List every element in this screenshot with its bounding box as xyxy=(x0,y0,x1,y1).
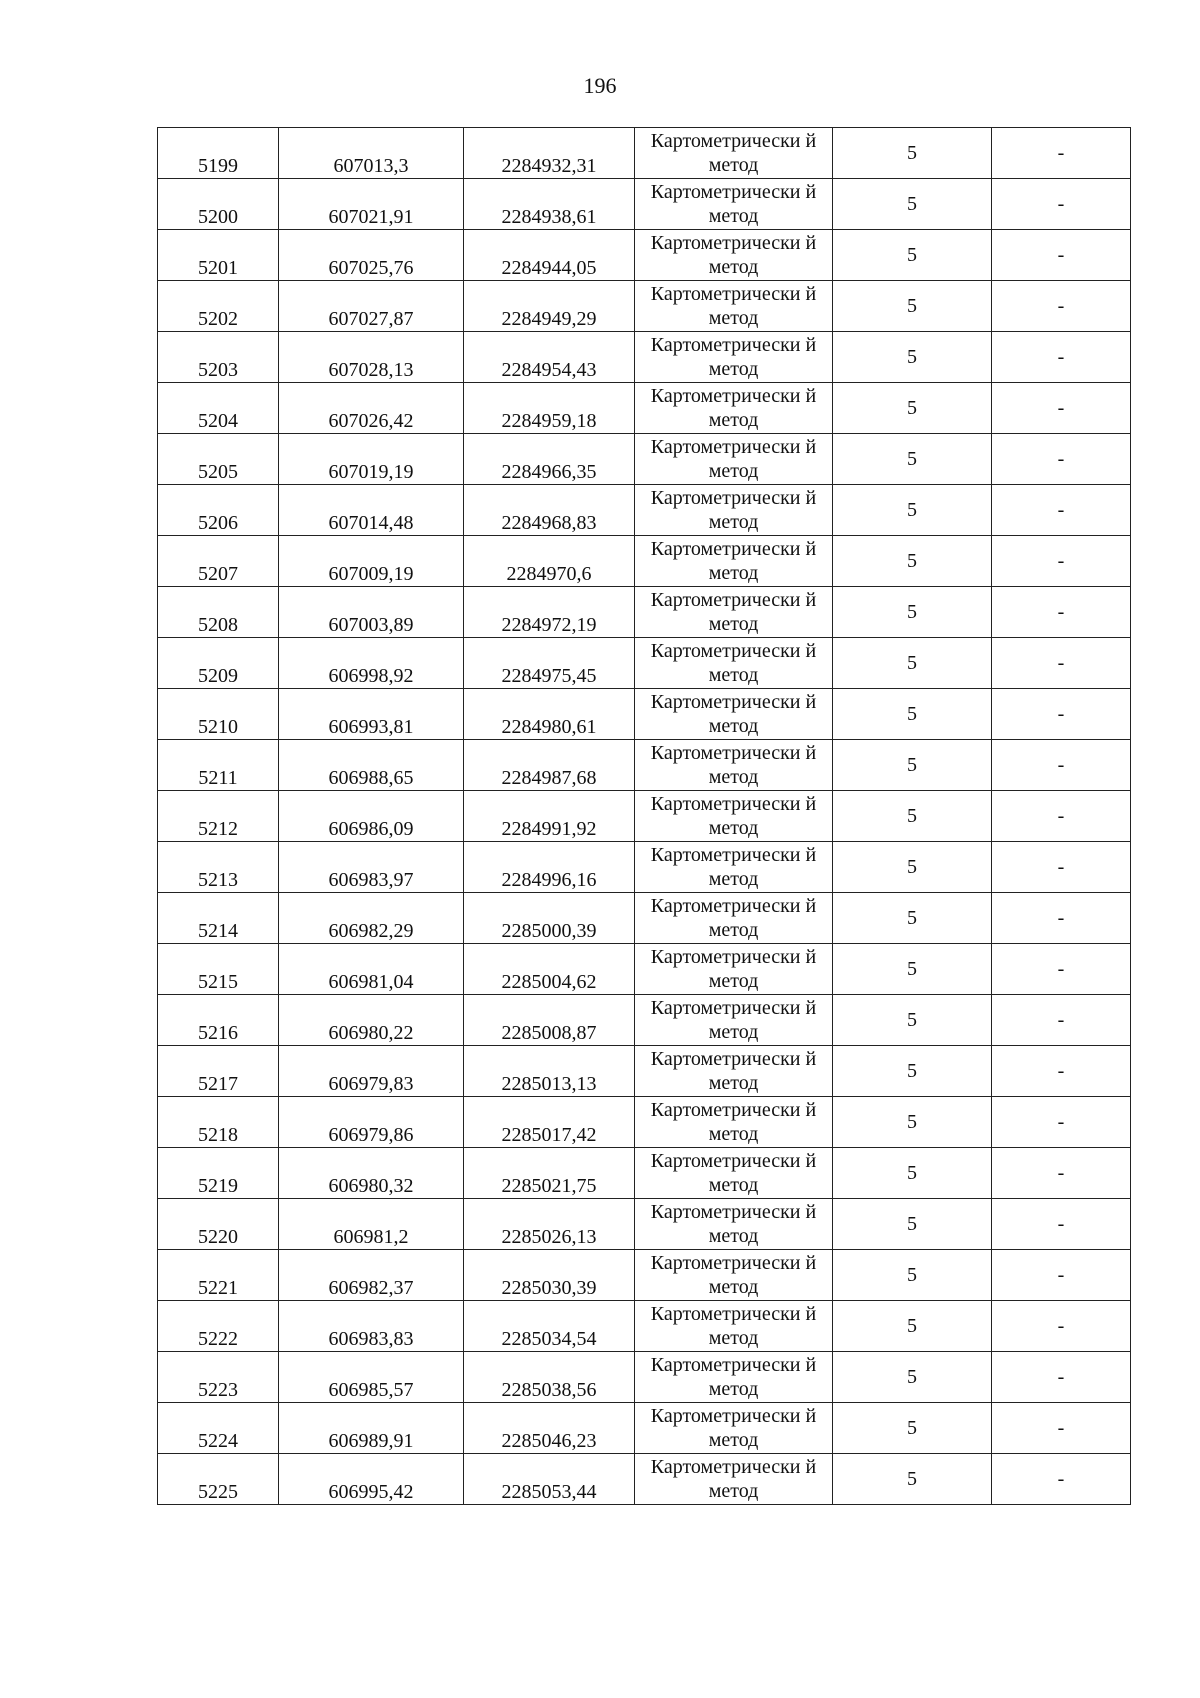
accuracy-cell: 5 xyxy=(833,1403,992,1454)
note-cell: - xyxy=(992,536,1131,587)
point-number-cell: 5202 xyxy=(158,281,279,332)
method-cell: Картометрически й метод xyxy=(635,1097,833,1148)
table-row xyxy=(158,1046,1131,1097)
method-cell: Картометрически й метод xyxy=(635,842,833,893)
y-coordinate-cell: 2284970,6 xyxy=(464,536,635,587)
y-coordinate-cell: 2284968,83 xyxy=(464,485,635,536)
point-number-cell: 5205 xyxy=(158,434,279,485)
y-coordinate-cell: 2285053,44 xyxy=(464,1454,635,1505)
method-cell: Картометрически й метод xyxy=(635,1199,833,1250)
accuracy-cell: 5 xyxy=(833,332,992,383)
coordinates-table-body xyxy=(158,128,1131,1505)
method-cell: Картометрически й метод xyxy=(635,1148,833,1199)
y-coordinate-cell: 2284996,16 xyxy=(464,842,635,893)
note-cell: - xyxy=(992,332,1131,383)
accuracy-cell: 5 xyxy=(833,230,992,281)
table-row xyxy=(158,944,1131,995)
x-coordinate-cell: 606979,86 xyxy=(279,1097,464,1148)
point-number-cell: 5215 xyxy=(158,944,279,995)
accuracy-cell: 5 xyxy=(833,791,992,842)
note-cell: - xyxy=(992,1352,1131,1403)
y-coordinate-cell: 2284980,61 xyxy=(464,689,635,740)
table-row xyxy=(158,332,1131,383)
method-cell: Картометрически й метод xyxy=(635,1454,833,1505)
y-coordinate-cell: 2285017,42 xyxy=(464,1097,635,1148)
table-row xyxy=(158,1097,1131,1148)
point-number-cell: 5203 xyxy=(158,332,279,383)
table-row xyxy=(158,842,1131,893)
page-number: 196 xyxy=(583,73,617,98)
table-row xyxy=(158,1199,1131,1250)
point-number-cell: 5209 xyxy=(158,638,279,689)
note-cell: - xyxy=(992,842,1131,893)
accuracy-cell: 5 xyxy=(833,383,992,434)
accuracy-cell: 5 xyxy=(833,1097,992,1148)
table-row xyxy=(158,1250,1131,1301)
method-cell: Картометрически й метод xyxy=(635,128,833,179)
y-coordinate-cell: 2284975,45 xyxy=(464,638,635,689)
method-cell: Картометрически й метод xyxy=(635,332,833,383)
method-cell: Картометрически й метод xyxy=(635,1403,833,1454)
table-row xyxy=(158,740,1131,791)
accuracy-cell: 5 xyxy=(833,485,992,536)
table-row xyxy=(158,689,1131,740)
accuracy-cell: 5 xyxy=(833,638,992,689)
x-coordinate-cell: 607013,3 xyxy=(279,128,464,179)
y-coordinate-cell: 2285030,39 xyxy=(464,1250,635,1301)
table-row xyxy=(158,281,1131,332)
y-coordinate-cell: 2284987,68 xyxy=(464,740,635,791)
note-cell: - xyxy=(992,587,1131,638)
table-row xyxy=(158,1454,1131,1505)
x-coordinate-cell: 606980,32 xyxy=(279,1148,464,1199)
table-row xyxy=(158,995,1131,1046)
point-number-cell: 5212 xyxy=(158,791,279,842)
point-number-cell: 5210 xyxy=(158,689,279,740)
accuracy-cell: 5 xyxy=(833,536,992,587)
note-cell: - xyxy=(992,1403,1131,1454)
table-row xyxy=(158,587,1131,638)
method-cell: Картометрически й метод xyxy=(635,383,833,434)
accuracy-cell: 5 xyxy=(833,842,992,893)
accuracy-cell: 5 xyxy=(833,1046,992,1097)
y-coordinate-cell: 2284959,18 xyxy=(464,383,635,434)
table-row xyxy=(158,383,1131,434)
point-number-cell: 5214 xyxy=(158,893,279,944)
note-cell: - xyxy=(992,689,1131,740)
note-cell: - xyxy=(992,434,1131,485)
point-number-cell: 5213 xyxy=(158,842,279,893)
note-cell: - xyxy=(992,1454,1131,1505)
point-number-cell: 5206 xyxy=(158,485,279,536)
method-cell: Картометрически й метод xyxy=(635,1250,833,1301)
note-cell: - xyxy=(992,281,1131,332)
point-number-cell: 5219 xyxy=(158,1148,279,1199)
accuracy-cell: 5 xyxy=(833,1454,992,1505)
x-coordinate-cell: 607014,48 xyxy=(279,485,464,536)
x-coordinate-cell: 606982,37 xyxy=(279,1250,464,1301)
y-coordinate-cell: 2285021,75 xyxy=(464,1148,635,1199)
method-cell: Картометрически й метод xyxy=(635,434,833,485)
note-cell: - xyxy=(992,995,1131,1046)
x-coordinate-cell: 607027,87 xyxy=(279,281,464,332)
x-coordinate-cell: 606986,09 xyxy=(279,791,464,842)
y-coordinate-cell: 2285008,87 xyxy=(464,995,635,1046)
x-coordinate-cell: 606998,92 xyxy=(279,638,464,689)
method-cell: Картометрически й метод xyxy=(635,893,833,944)
accuracy-cell: 5 xyxy=(833,1199,992,1250)
method-cell: Картометрически й метод xyxy=(635,791,833,842)
table-row xyxy=(158,485,1131,536)
point-number-cell: 5199 xyxy=(158,128,279,179)
accuracy-cell: 5 xyxy=(833,689,992,740)
x-coordinate-cell: 607003,89 xyxy=(279,587,464,638)
x-coordinate-cell: 606983,83 xyxy=(279,1301,464,1352)
note-cell: - xyxy=(992,1301,1131,1352)
accuracy-cell: 5 xyxy=(833,1250,992,1301)
x-coordinate-cell: 606993,81 xyxy=(279,689,464,740)
accuracy-cell: 5 xyxy=(833,128,992,179)
method-cell: Картометрически й метод xyxy=(635,1046,833,1097)
point-number-cell: 5208 xyxy=(158,587,279,638)
accuracy-cell: 5 xyxy=(833,587,992,638)
y-coordinate-cell: 2285038,56 xyxy=(464,1352,635,1403)
point-number-cell: 5216 xyxy=(158,995,279,1046)
y-coordinate-cell: 2284972,19 xyxy=(464,587,635,638)
point-number-cell: 5204 xyxy=(158,383,279,434)
coordinates-table xyxy=(157,127,1131,1505)
note-cell: - xyxy=(992,1199,1131,1250)
method-cell: Картометрически й метод xyxy=(635,179,833,230)
table-row xyxy=(158,434,1131,485)
x-coordinate-cell: 606981,04 xyxy=(279,944,464,995)
note-cell: - xyxy=(992,740,1131,791)
note-cell: - xyxy=(992,791,1131,842)
accuracy-cell: 5 xyxy=(833,179,992,230)
table-row xyxy=(158,638,1131,689)
y-coordinate-cell: 2285034,54 xyxy=(464,1301,635,1352)
note-cell: - xyxy=(992,1097,1131,1148)
x-coordinate-cell: 607025,76 xyxy=(279,230,464,281)
y-coordinate-cell: 2285013,13 xyxy=(464,1046,635,1097)
point-number-cell: 5218 xyxy=(158,1097,279,1148)
accuracy-cell: 5 xyxy=(833,281,992,332)
x-coordinate-cell: 606981,2 xyxy=(279,1199,464,1250)
table-row xyxy=(158,893,1131,944)
table-row xyxy=(158,536,1131,587)
table-row xyxy=(158,1403,1131,1454)
point-number-cell: 5200 xyxy=(158,179,279,230)
table-row xyxy=(158,1301,1131,1352)
point-number-cell: 5201 xyxy=(158,230,279,281)
x-coordinate-cell: 607009,19 xyxy=(279,536,464,587)
point-number-cell: 5221 xyxy=(158,1250,279,1301)
x-coordinate-cell: 607026,42 xyxy=(279,383,464,434)
x-coordinate-cell: 606983,97 xyxy=(279,842,464,893)
method-cell: Картометрически й метод xyxy=(635,485,833,536)
x-coordinate-cell: 607019,19 xyxy=(279,434,464,485)
note-cell: - xyxy=(992,1148,1131,1199)
accuracy-cell: 5 xyxy=(833,1148,992,1199)
x-coordinate-cell: 607028,13 xyxy=(279,332,464,383)
y-coordinate-cell: 2284966,35 xyxy=(464,434,635,485)
x-coordinate-cell: 606989,91 xyxy=(279,1403,464,1454)
method-cell: Картометрически й метод xyxy=(635,1301,833,1352)
note-cell: - xyxy=(992,179,1131,230)
y-coordinate-cell: 2285000,39 xyxy=(464,893,635,944)
method-cell: Картометрически й метод xyxy=(635,536,833,587)
method-cell: Картометрически й метод xyxy=(635,587,833,638)
x-coordinate-cell: 607021,91 xyxy=(279,179,464,230)
note-cell: - xyxy=(992,230,1131,281)
y-coordinate-cell: 2284949,29 xyxy=(464,281,635,332)
table-row xyxy=(158,1352,1131,1403)
x-coordinate-cell: 606982,29 xyxy=(279,893,464,944)
table-row xyxy=(158,128,1131,179)
point-number-cell: 5225 xyxy=(158,1454,279,1505)
note-cell: - xyxy=(992,485,1131,536)
point-number-cell: 5224 xyxy=(158,1403,279,1454)
x-coordinate-cell: 606985,57 xyxy=(279,1352,464,1403)
method-cell: Картометрически й метод xyxy=(635,1352,833,1403)
point-number-cell: 5207 xyxy=(158,536,279,587)
note-cell: - xyxy=(992,893,1131,944)
accuracy-cell: 5 xyxy=(833,434,992,485)
method-cell: Картометрически й метод xyxy=(635,638,833,689)
point-number-cell: 5211 xyxy=(158,740,279,791)
y-coordinate-cell: 2284932,31 xyxy=(464,128,635,179)
method-cell: Картометрически й метод xyxy=(635,689,833,740)
table-row xyxy=(158,230,1131,281)
x-coordinate-cell: 606980,22 xyxy=(279,995,464,1046)
x-coordinate-cell: 606979,83 xyxy=(279,1046,464,1097)
accuracy-cell: 5 xyxy=(833,1352,992,1403)
accuracy-cell: 5 xyxy=(833,1301,992,1352)
accuracy-cell: 5 xyxy=(833,740,992,791)
note-cell: - xyxy=(992,1250,1131,1301)
x-coordinate-cell: 606995,42 xyxy=(279,1454,464,1505)
accuracy-cell: 5 xyxy=(833,893,992,944)
y-coordinate-cell: 2285004,62 xyxy=(464,944,635,995)
table-row xyxy=(158,1148,1131,1199)
y-coordinate-cell: 2284954,43 xyxy=(464,332,635,383)
point-number-cell: 5217 xyxy=(158,1046,279,1097)
method-cell: Картометрически й метод xyxy=(635,944,833,995)
method-cell: Картометрически й метод xyxy=(635,995,833,1046)
method-cell: Картометрически й метод xyxy=(635,740,833,791)
table-row xyxy=(158,791,1131,842)
table-row xyxy=(158,179,1131,230)
x-coordinate-cell: 606988,65 xyxy=(279,740,464,791)
note-cell: - xyxy=(992,1046,1131,1097)
y-coordinate-cell: 2284991,92 xyxy=(464,791,635,842)
method-cell: Картометрически й метод xyxy=(635,281,833,332)
note-cell: - xyxy=(992,944,1131,995)
note-cell: - xyxy=(992,383,1131,434)
accuracy-cell: 5 xyxy=(833,995,992,1046)
note-cell: - xyxy=(992,128,1131,179)
y-coordinate-cell: 2284944,05 xyxy=(464,230,635,281)
point-number-cell: 5220 xyxy=(158,1199,279,1250)
accuracy-cell: 5 xyxy=(833,944,992,995)
y-coordinate-cell: 2285046,23 xyxy=(464,1403,635,1454)
point-number-cell: 5223 xyxy=(158,1352,279,1403)
note-cell: - xyxy=(992,638,1131,689)
y-coordinate-cell: 2284938,61 xyxy=(464,179,635,230)
y-coordinate-cell: 2285026,13 xyxy=(464,1199,635,1250)
method-cell: Картометрически й метод xyxy=(635,230,833,281)
point-number-cell: 5222 xyxy=(158,1301,279,1352)
